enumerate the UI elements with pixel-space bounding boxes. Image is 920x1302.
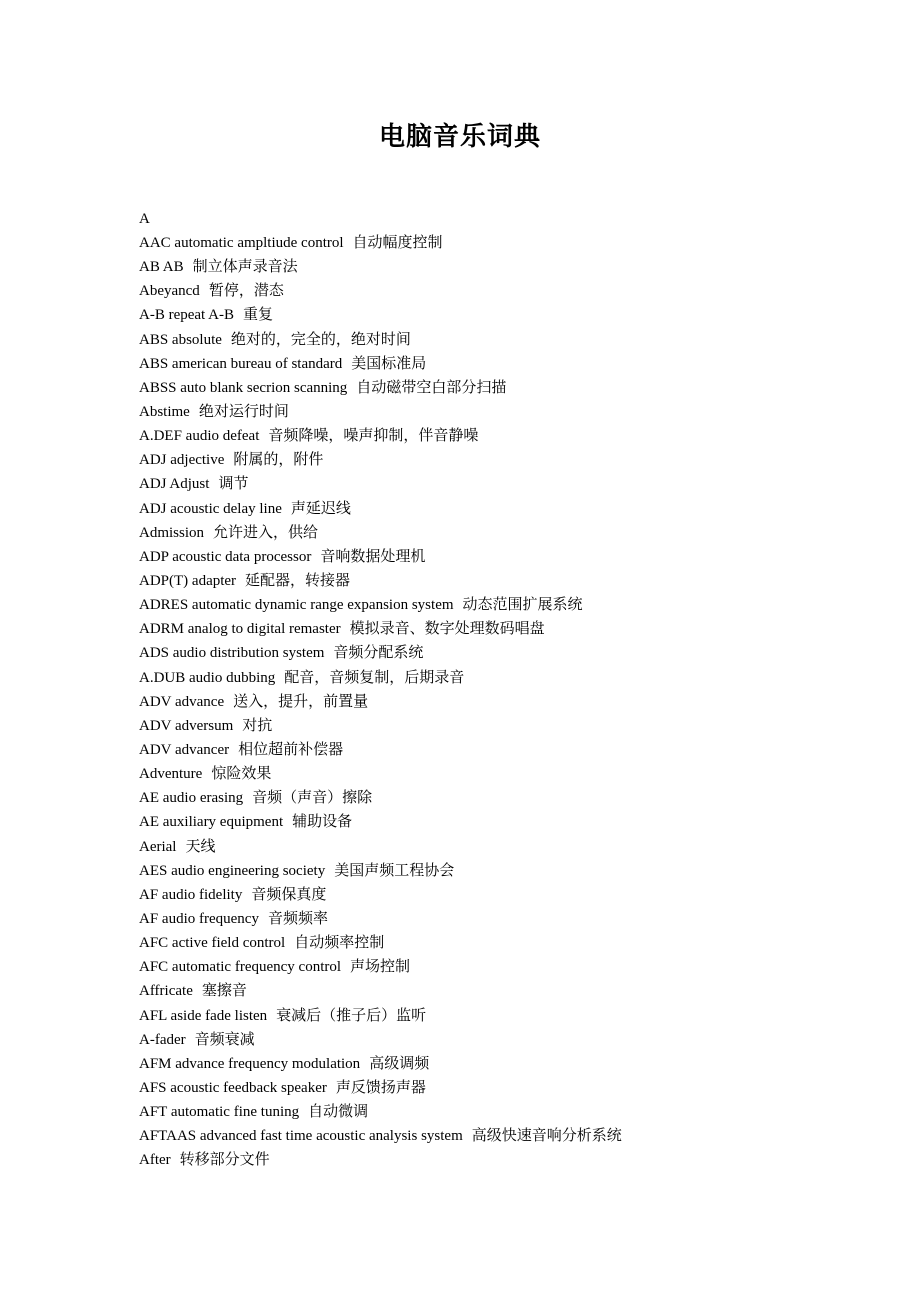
glossary-entry xyxy=(139,1100,839,1124)
entry-term: A.DUB audio dubbing xyxy=(139,669,276,686)
entry-meaning: 对抗 xyxy=(242,717,273,734)
entry-meaning: 动态范围扩展系统 xyxy=(462,597,583,614)
entry-meaning: 重复 xyxy=(242,307,273,324)
entry-term: AE audio erasing xyxy=(139,790,244,807)
entry-meaning: 自动微调 xyxy=(308,1104,369,1121)
glossary-entry xyxy=(139,666,839,690)
entry-meaning: 配音，音频复制，后期录音 xyxy=(284,669,465,686)
entry-term: AE auxiliary equipment xyxy=(139,814,284,831)
entry-term: ADP acoustic data processor xyxy=(139,548,312,565)
entry-term: AFL aside fade listen xyxy=(139,1007,268,1024)
glossary-entry-list xyxy=(139,231,839,1172)
entry-term: ADS audio distribution system xyxy=(139,645,325,662)
entry-term: AFT automatic fine tuning xyxy=(139,1104,300,1121)
document-title: 电脑音乐词典 xyxy=(378,122,541,151)
glossary-entry xyxy=(139,786,839,810)
entry-term: A-B repeat A-B xyxy=(139,307,234,324)
entry-meaning: 模拟录音、数字处理数码唱盘 xyxy=(349,621,545,638)
glossary-entry xyxy=(139,352,839,376)
glossary-entry xyxy=(139,641,839,665)
glossary-entry xyxy=(139,569,839,593)
entry-term: Abstime xyxy=(139,403,190,420)
glossary-entry xyxy=(139,714,839,738)
entry-term: Adventure xyxy=(139,766,203,783)
entry-meaning: 调节 xyxy=(218,476,249,493)
entry-meaning: 制立体声录音法 xyxy=(192,259,298,276)
entry-term: ADRES automatic dynamic range expansion system xyxy=(139,597,454,614)
glossary-entry xyxy=(139,303,839,327)
entry-meaning: 自动幅度控制 xyxy=(352,235,443,251)
entry-meaning: 自动频率控制 xyxy=(294,935,385,952)
glossary-entry xyxy=(139,400,839,424)
entry-term: ABS absolute xyxy=(139,331,222,348)
glossary-entry xyxy=(139,617,839,641)
section-letter-heading: A xyxy=(139,211,150,227)
glossary-entry xyxy=(139,859,839,883)
entry-term: AFM advance frequency modulation xyxy=(139,1055,361,1072)
entry-meaning: 音频频率 xyxy=(267,910,328,927)
entry-meaning: 绝对运行时间 xyxy=(198,403,289,420)
entry-term: AES audio engineering society xyxy=(139,862,326,879)
glossary-entry xyxy=(139,690,839,714)
glossary-entry xyxy=(139,279,839,303)
entry-term: ADV advancer xyxy=(139,741,230,758)
glossary-entry xyxy=(139,835,839,859)
glossary-entry xyxy=(139,738,839,762)
entry-term: AB AB xyxy=(139,259,184,276)
entry-meaning: 高级调频 xyxy=(369,1055,430,1072)
entry-term: ADP(T) adapter xyxy=(139,572,237,589)
entry-term: AFC automatic frequency control xyxy=(139,959,342,976)
glossary-entry xyxy=(139,521,839,545)
entry-meaning: 自动磁带空白部分扫描 xyxy=(356,379,507,396)
glossary-entry xyxy=(139,1148,839,1172)
entry-term: Affricate xyxy=(139,983,193,1000)
entry-meaning: 美国声频工程协会 xyxy=(334,862,455,879)
entry-term: A.DEF audio defeat xyxy=(139,428,260,445)
entry-term: AF audio fidelity xyxy=(139,886,243,903)
glossary-entry xyxy=(139,231,839,255)
entry-meaning: 天线 xyxy=(185,838,216,855)
entry-meaning: 音频保真度 xyxy=(251,886,327,903)
entry-term: A-fader xyxy=(139,1031,186,1048)
entry-meaning: 高级快速音响分析系统 xyxy=(471,1128,622,1145)
entry-meaning: 绝对的，完全的，绝对时间 xyxy=(230,331,411,348)
entry-meaning: 音频（声音）擦除 xyxy=(252,790,373,807)
glossary-entry xyxy=(139,497,839,521)
glossary-entry xyxy=(139,955,839,979)
glossary-entry xyxy=(139,907,839,931)
entry-term: After xyxy=(139,1152,171,1169)
entry-term: Aerial xyxy=(139,838,177,855)
entry-term: AFS acoustic feedback speaker xyxy=(139,1079,327,1096)
glossary-entry xyxy=(139,1028,839,1052)
entry-meaning: 衰减后（推子后）监听 xyxy=(276,1007,427,1024)
entry-term: AAC automatic ampltiude control xyxy=(139,235,344,251)
glossary-entry xyxy=(139,255,839,279)
entry-meaning: 美国标准局 xyxy=(351,355,427,372)
entry-term: AF audio frequency xyxy=(139,910,259,927)
entry-meaning: 音响数据处理机 xyxy=(320,548,426,565)
entry-meaning: 音频降噪，噪声抑制，伴音静噪 xyxy=(268,428,479,445)
entry-meaning: 允许进入，供给 xyxy=(213,524,319,541)
entry-meaning: 声场控制 xyxy=(350,959,411,976)
glossary-entry xyxy=(139,762,839,786)
entry-meaning: 相位超前补偿器 xyxy=(238,741,344,758)
entry-meaning: 声延迟线 xyxy=(290,500,351,517)
entry-term: Abeyancd xyxy=(139,283,200,300)
glossary-entry xyxy=(139,593,839,617)
glossary-entry xyxy=(139,472,839,496)
glossary-entry xyxy=(139,448,839,472)
entry-term: ADV adversum xyxy=(139,717,234,734)
glossary-entry xyxy=(139,1124,839,1148)
entry-meaning: 辅助设备 xyxy=(292,814,353,831)
glossary-entry xyxy=(139,1052,839,1076)
entry-meaning: 塞擦音 xyxy=(201,983,247,1000)
entry-term: ADRM analog to digital remaster xyxy=(139,621,341,638)
glossary-entry xyxy=(139,376,839,400)
glossary-entry xyxy=(139,1076,839,1100)
glossary-entry xyxy=(139,883,839,907)
entry-term: Admission xyxy=(139,524,205,541)
entry-term: ABSS auto blank secrion scanning xyxy=(139,379,348,396)
entry-term: AFTAAS advanced fast time acoustic analysis system xyxy=(139,1128,463,1145)
entry-term: ABS american bureau of standard xyxy=(139,355,343,372)
entry-meaning: 延配器，转接器 xyxy=(245,572,351,589)
entry-term: AFC active field control xyxy=(139,935,286,952)
entry-meaning: 声反馈扬声器 xyxy=(335,1079,426,1096)
entry-term: ADJ Adjust xyxy=(139,476,210,493)
entry-term: ADJ adjective xyxy=(139,452,225,469)
glossary-entry xyxy=(139,979,839,1003)
entry-term: ADV advance xyxy=(139,693,225,710)
glossary-entry xyxy=(139,424,839,448)
glossary-entry xyxy=(139,810,839,834)
entry-meaning: 惊险效果 xyxy=(211,766,272,783)
entry-meaning: 附属的，附件 xyxy=(233,452,324,469)
glossary-entry xyxy=(139,328,839,352)
entry-meaning: 音频分配系统 xyxy=(333,645,424,662)
entry-term: ADJ acoustic delay line xyxy=(139,500,282,517)
entry-meaning: 音频衰减 xyxy=(194,1031,255,1048)
entry-meaning: 送入，提升，前置量 xyxy=(233,693,369,710)
glossary-entry xyxy=(139,545,839,569)
entry-meaning: 暂停，潜态 xyxy=(208,283,284,300)
glossary-entry xyxy=(139,931,839,955)
entry-meaning: 转移部分文件 xyxy=(179,1152,270,1169)
glossary-entry xyxy=(139,1004,839,1028)
